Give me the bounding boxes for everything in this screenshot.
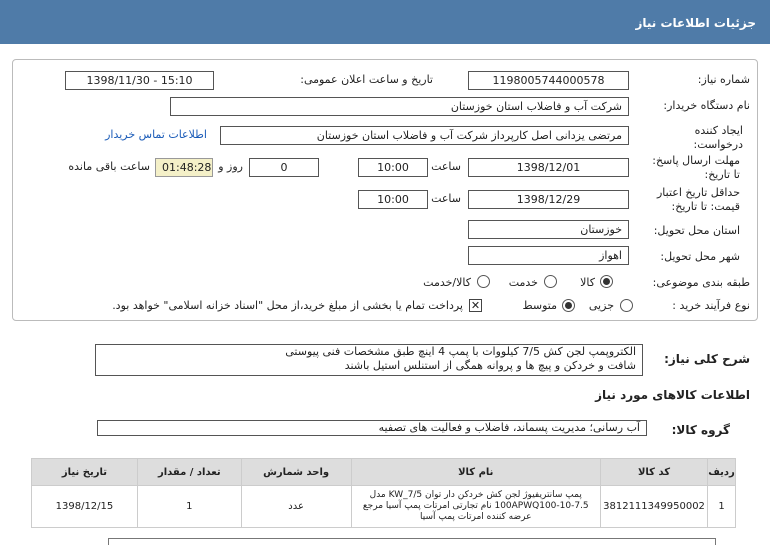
validity-label-2: قیمت: تا تاریخ: bbox=[671, 200, 740, 213]
col-unit: واحد شمارش bbox=[241, 459, 351, 486]
category-radio-goods[interactable] bbox=[600, 275, 613, 288]
treasury-payment-note: پرداخت تمام یا بخشی از مبلغ خرید،از محل "اسناد خزانه اسلامی" خواهد بود. bbox=[112, 299, 463, 312]
city-field: اهواز bbox=[468, 246, 629, 265]
col-code: کد کالا bbox=[601, 459, 708, 486]
process-option-medium: متوسط bbox=[522, 299, 557, 312]
validity-time-field: 10:00 bbox=[358, 190, 428, 209]
validity-time-label: ساعت bbox=[431, 192, 461, 205]
page-title: جزئیات اطلاعات نیاز bbox=[635, 16, 756, 30]
process-option-minor: جزیی bbox=[588, 299, 614, 312]
cell-date: 1398/12/15 bbox=[32, 486, 138, 528]
cell-name-line-3: عرضه کننده امرتات پمپ آسیا bbox=[420, 512, 532, 522]
remaining-label: ساعت باقی مانده bbox=[68, 160, 150, 173]
footer-box bbox=[108, 538, 716, 545]
creator-label-2: درخواست: bbox=[693, 138, 743, 151]
deadline-label-2: تا تاریخ: bbox=[704, 168, 740, 181]
buyer-org-field: شرکت آب و فاضلاب استان خوزستان bbox=[170, 97, 629, 116]
cell-code: 3812111349950002 bbox=[601, 486, 708, 528]
remaining-time-field: 01:48:28 bbox=[155, 158, 213, 177]
table-header-row bbox=[32, 459, 736, 486]
city-label: شهر محل تحویل: bbox=[660, 250, 740, 263]
cell-name-line-1: پمپ سانتریفیوژ لجن کش خردکن دار توان KW_7/5 مدل bbox=[369, 490, 582, 500]
category-option-goods: کالا bbox=[580, 276, 595, 289]
treasury-payment-checkbox[interactable]: ✕ bbox=[470, 299, 481, 312]
province-field: خوزستان bbox=[468, 220, 629, 239]
description-label: شرح کلی نیاز: bbox=[664, 352, 750, 366]
buyer-contact-link[interactable]: اطلاعات تماس خریدار bbox=[105, 128, 207, 141]
province-label: استان محل تحویل: bbox=[653, 224, 740, 237]
col-qty: تعداد / مقدار bbox=[137, 459, 241, 486]
process-radio-minor[interactable] bbox=[620, 299, 633, 312]
days-label: روز و bbox=[218, 160, 243, 173]
process-label: نوع فرآیند خرید : bbox=[672, 299, 750, 312]
col-date: تاریخ نیاز bbox=[32, 459, 138, 486]
category-option-both: کالا/خدمت bbox=[423, 276, 471, 289]
creator-field: مرتضی یزدانی اصل کارپرداز شرکت آب و فاضلاب استان خوزستان bbox=[220, 126, 629, 145]
goods-section-title: اطلاعات کالاهای مورد نیاز bbox=[595, 388, 750, 402]
category-option-service: خدمت bbox=[508, 276, 538, 289]
remaining-days-field: 0 bbox=[249, 158, 319, 177]
category-radio-both[interactable] bbox=[477, 275, 490, 288]
cell-name-line-2: 100APWQ100-10-7.5 نام تجارتی امرتات پمپ آسیا مرجع bbox=[362, 501, 589, 511]
description-field bbox=[95, 344, 643, 376]
table-row bbox=[32, 486, 736, 528]
deadline-time-field: 10:00 bbox=[358, 158, 428, 177]
goods-table bbox=[31, 458, 736, 528]
description-line-2: شافت و خردکن و پیچ ها و پروانه همگی از استنلس استیل باشند bbox=[344, 359, 636, 372]
need-number-label: شماره نیاز: bbox=[697, 73, 750, 86]
announce-field: 1398/11/30 - 15:10 bbox=[65, 71, 214, 90]
col-row: ردیف bbox=[708, 459, 736, 486]
cell-row: 1 bbox=[708, 486, 736, 528]
validity-date-field: 1398/12/29 bbox=[468, 190, 629, 209]
page-header bbox=[0, 0, 770, 44]
validity-label-1: حداقل تاریخ اعتبار bbox=[656, 186, 740, 199]
deadline-date-field: 1398/12/01 bbox=[468, 158, 629, 177]
creator-label-1: ایجاد کننده bbox=[694, 124, 743, 137]
deadline-label-1: مهلت ارسال پاسخ: bbox=[652, 154, 740, 167]
cell-unit: عدد bbox=[241, 486, 351, 528]
cell-qty: 1 bbox=[137, 486, 241, 528]
deadline-time-label: ساعت bbox=[431, 160, 461, 173]
need-number-field: 1198005744000578 bbox=[468, 71, 629, 90]
col-name: نام کالا bbox=[351, 459, 601, 486]
goods-group-field: آب رسانی؛ مدیریت پسماند، فاضلاب و فعالیت های تصفیه bbox=[97, 420, 647, 436]
category-label: طبقه بندی موضوعی: bbox=[652, 276, 750, 289]
buyer-org-label: نام دستگاه خریدار: bbox=[663, 99, 750, 112]
category-radio-service[interactable] bbox=[544, 275, 557, 288]
cell-name bbox=[351, 486, 601, 528]
description-line-1: الکتروپمپ لجن کش 7/5 کیلووات با پمپ 4 اینچ طبق مشخصات فنی پیوستی bbox=[285, 345, 636, 358]
process-radio-medium[interactable] bbox=[562, 299, 575, 312]
announce-label: تاریخ و ساعت اعلان عمومی: bbox=[300, 73, 433, 86]
goods-group-label: گروه کالا: bbox=[671, 423, 730, 437]
